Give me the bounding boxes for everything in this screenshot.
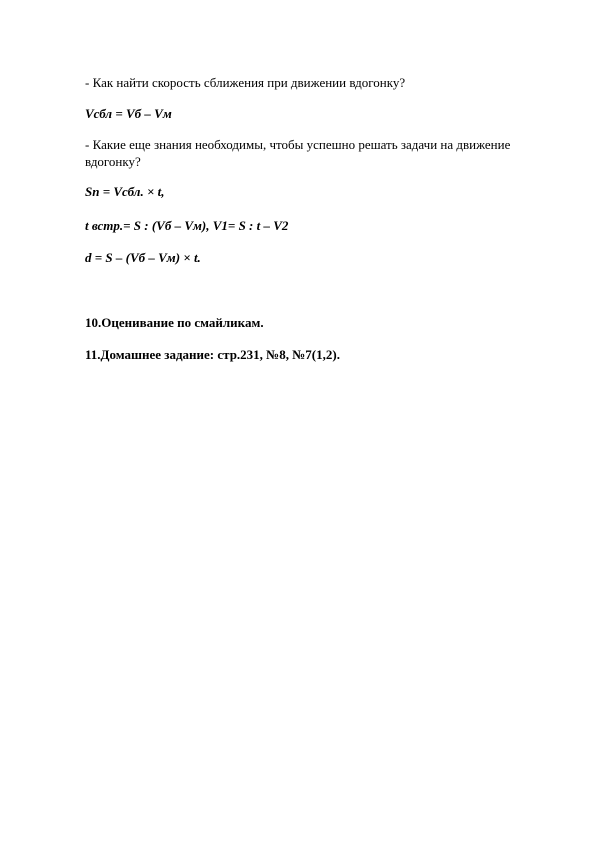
question-required-knowledge: - Какие еще знания необходимы, чтобы успешно решать задачи на движение вдогонку? (85, 137, 511, 169)
formula-meeting-time: t встр.= S : (Vб – Vм), V1= S : t – V2 (85, 218, 289, 233)
item-11-homework: 11.Домашнее задание: стр.231, №8, №7(1,2). (85, 347, 340, 362)
formula-approach-speed: Vсбл = Vб – Vм (85, 106, 172, 121)
formula-remaining-distance: d = S – (Vб – Vм) × t. (85, 250, 201, 265)
formula-distance-covered: Sп = Vсбл. × t, (85, 184, 165, 199)
question-speed-of-approach: - Как найти скорость сближения при движении вдогонку? (85, 75, 406, 90)
item-10-assessment: 10.Оценивание по смайликам. (85, 315, 264, 330)
